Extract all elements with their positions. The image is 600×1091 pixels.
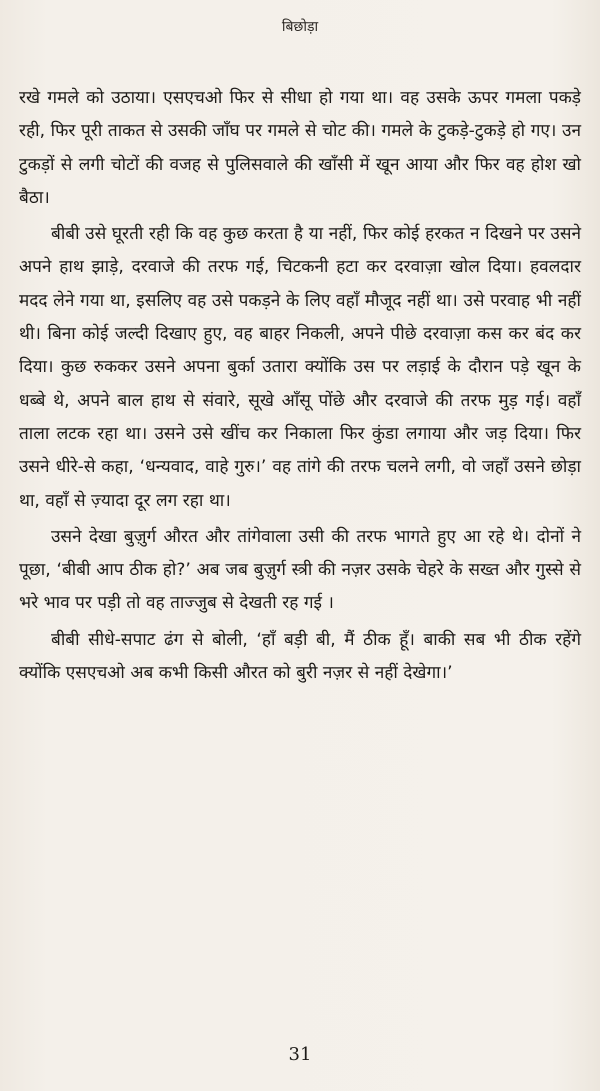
page-body [19, 82, 581, 690]
paragraph-4: बीबी सीधे-सपाट ढंग से बोली, ‘हाँ बड़ी बी, मैं ठीक हूँ। बाकी सब भी ठीक रहेंगे क्योंकि एसएचओ अब कभी किसी औरत को बुरी नज़र से नहीं देखेगा।’ [19, 629, 581, 684]
paragraph-3: उसने देखा बुज़ुर्ग औरत और तांगेवाला उसी की तरफ भागते हुए आ रहे थे। दोनों ने पूछा, ‘बीबी आप ठीक हो?’ अब जब बुज़ुर्ग स्त्री की नज़र उसके चेहरे के सख्त और गुस्से से भरे भाव पर पड़ी तो वह ताज्जुब से देखती रह गई । [19, 526, 581, 614]
paragraph-1: रखे गमले को उठाया। एसएचओ फिर से सीधा हो गया था। वह उसके ऊपर गमला पकड़े रही, फिर पूरी ताकत से उसकी जाँघ पर गमले से चोट की। गमले के टुकड़े-टुकड़े हो गए। उन टुकड़ों से लगी चोटों की वजह से पुलिसवाले की खाँसी में खून आया और फिर वह होश खो बैठा। [19, 88, 581, 208]
running-header: बिछोड़ा [281, 19, 319, 35]
paragraph-2: बीबी उसे घूरती रही कि वह कुछ करता है या नहीं, फिर कोई हरकत न दिखने पर उसने अपने हाथ झाड़े, दरवाजे की तरफ गई, चिटकनी हटा कर दरवाज़ा खोल दिया। हवलदार मदद लेने गया था, इसलिए वह उसे पकड़ने के लिए वहाँ मौजूद नहीं था। उसे परवाह भी नहीं थी। बिना कोई जल्दी दिखाए हुए, वह बाहर निकली, अपने पीछे दरवाज़ा कस कर बंद कर दिया। कुछ रुककर उसने अपना बुर्का उतारा क्योंकि उस पर लड़ाई के दौरान पड़े खून के धब्बे थे, अपने बाल हाथ से संवारे, सूखे आँसू पोंछे और दरवाजे की तरफ मुड़ गई। वहाँ ताला लटक रहा था। उसने उसे खींच कर निकाला फिर कुंडा लगाया और जड़ दिया। फिर उसने धीरे-से कहा, ‘धन्यवाद, वाहे गुरु।’ वह तांगे की तरफ चलने लगी, वो जहाँ उसने छोड़ा था, वहाँ से ज़्यादा दूर लग रहा था। [19, 224, 581, 511]
page-number: 31 [288, 1044, 312, 1065]
